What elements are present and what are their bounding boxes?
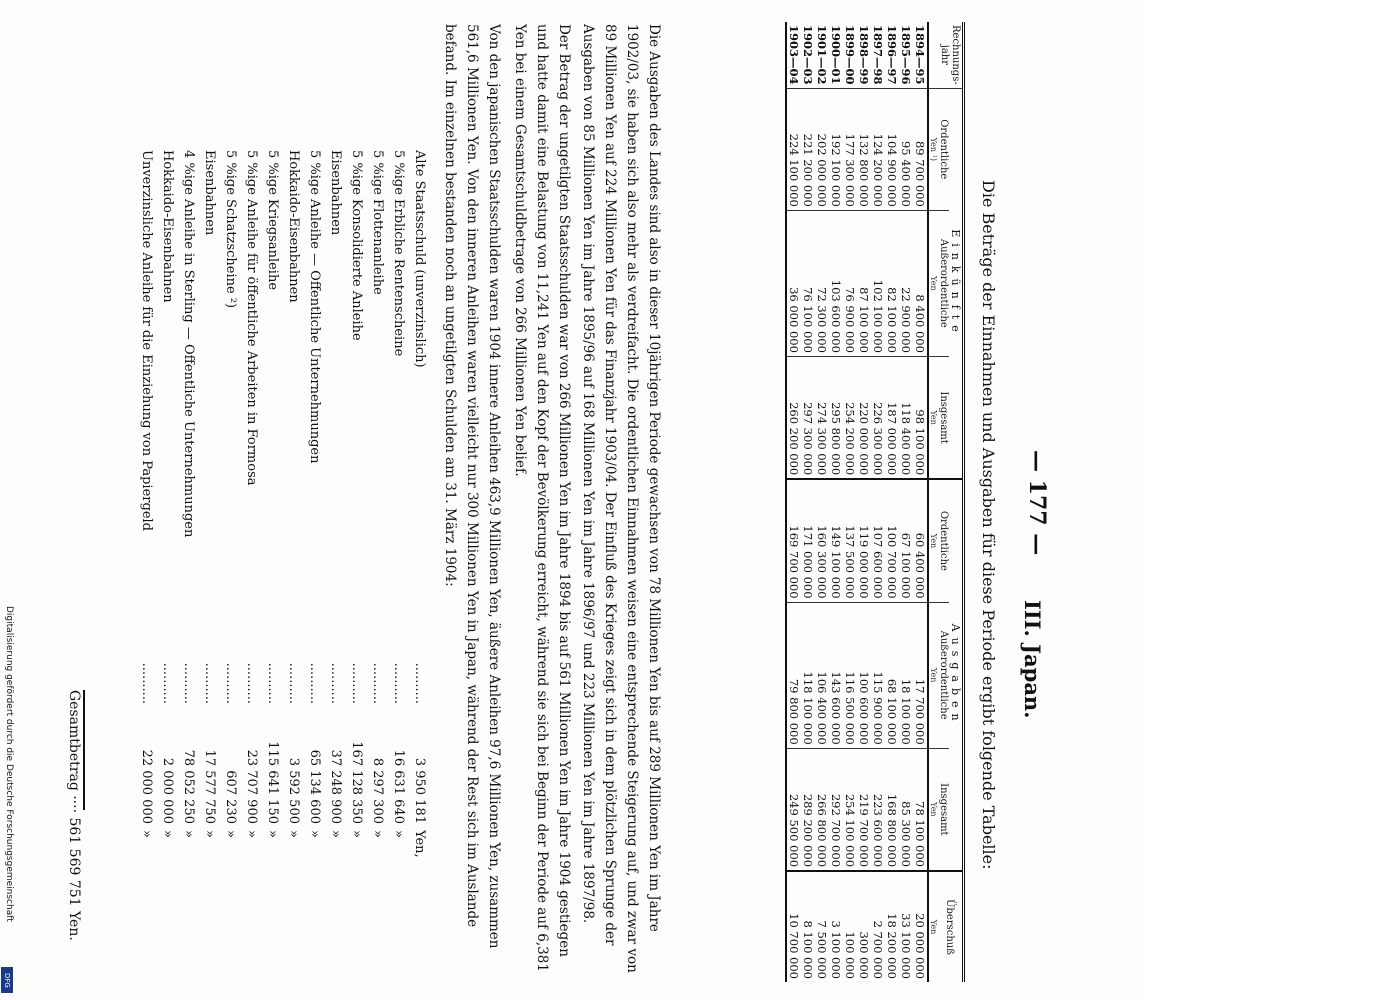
value-cell: 219 700 000: [857, 748, 871, 871]
value-cell: 3 100 000: [829, 871, 843, 982]
value-cell: 160 300 000: [815, 479, 829, 602]
expense-group-header: Ausgaben: [949, 479, 964, 871]
debt-item: [304, 150, 325, 870]
debt-label: 5 %ige Flottenanleihe: [370, 150, 385, 295]
leader-dots: ..........: [391, 662, 406, 704]
value-cell: 68 100 000: [885, 602, 899, 748]
debt-amount: 65 134 600: [307, 749, 322, 824]
value-cell: 7 500 000: [815, 871, 829, 982]
year-cell: 1900—01: [829, 25, 843, 85]
debt-unit: »: [370, 830, 385, 838]
debt-item: [367, 150, 388, 870]
value-cell: 76 900 000: [843, 210, 857, 356]
debt-label: Alte Staatsschuld (unverzinslich): [412, 150, 427, 368]
leader-dots: ..........: [202, 662, 217, 704]
debt-amount: 16 631 640: [391, 749, 406, 824]
debt-item: [262, 150, 283, 870]
debt-label: Hokkaido-Eisenbahnen: [160, 150, 175, 303]
unit-label: Yen: [928, 871, 938, 982]
value-cell: 89 700 000: [913, 88, 928, 210]
value-cell: 132 800 000: [857, 88, 871, 210]
value-cell: 221 200 000: [801, 88, 815, 210]
sub-header: Außerordentliche: [938, 210, 949, 356]
value-cell: 98 100 000: [913, 356, 928, 479]
value-cell: 17 700 000: [913, 602, 928, 748]
value-cell: 78 100 000: [913, 748, 928, 871]
value-cell: 295 800 000: [829, 356, 843, 479]
value-cell: 104 900 000: [885, 88, 899, 210]
value-cell: 274 300 000: [815, 356, 829, 479]
debt-item: [178, 150, 199, 870]
debt-unit: »: [244, 830, 259, 838]
debt-label: Eisenbahnen: [202, 150, 217, 236]
value-cell: 18 100 000: [899, 602, 913, 748]
year-cell: 1903—04: [787, 25, 801, 85]
debt-amount: 78 052 250: [181, 749, 196, 824]
debt-amount: 3 592 500: [286, 757, 301, 824]
debt-item: [241, 150, 262, 870]
value-cell: 8 400 000: [913, 210, 928, 356]
income-group-header: Einkünfte: [949, 88, 964, 479]
value-cell: 149 100 000: [829, 479, 843, 602]
debt-unit: »: [265, 830, 280, 838]
debt-item: [325, 150, 346, 870]
value-cell: 60 400 000: [913, 479, 928, 602]
debt-amount: 23 707 900: [244, 749, 259, 824]
debt-unit: »: [139, 830, 154, 838]
value-cell: 8 100 000: [801, 871, 815, 982]
debt-amount: 8 297 300: [370, 757, 385, 824]
total-unit: Yen.: [66, 911, 82, 941]
debt-label: 5 %ige Schatzscheine ²): [223, 150, 238, 309]
debt-label: 5 %ige Anleihe für öffentliche Arbeiten in Formosa: [244, 150, 259, 486]
sub-header: Insgesamt: [938, 748, 949, 871]
unit-label: Yen: [928, 356, 938, 479]
value-cell: 79 800 000: [786, 602, 801, 748]
table-row: [786, 22, 801, 982]
page-number: — 177 —: [1024, 450, 1050, 556]
paragraph-expenses: Die Ausgaben des Landes sind also in dieser 10jährigen Periode gewachsen von 78 Millionen Yen bis auf 289 Millionen Yen im Jahre 1902/03, sie haben sich also mehr als verdreifacht. Die ordentlichen Einnahmen weisen eine entsprechende Steigerung auf, und zwar von 89 Millionen Yen auf 224 Millionen Yen für das Finanzjahr 1903/04. Der Einfluß des Krieges zeigt sich in dem plötzlichen Sprunge der Ausgaben von 85 Millionen Yen im Jahre 1895/96 auf 168 Millionen Yen im Jahre 1896/97 und 223 Millionen Yen im Jahre 1897/98.: [580, 24, 662, 973]
debt-item: [157, 150, 178, 870]
leader-dots: ..........: [139, 662, 154, 704]
digitization-note: Digitalisierung gefördert durch die Deutsche Forschungsgemeinschaft: [4, 606, 14, 922]
finance-table: [785, 22, 965, 982]
leader-dots: ..........: [370, 662, 385, 704]
value-cell: 297 300 000: [801, 356, 815, 479]
debt-unit: »: [202, 830, 217, 838]
debt-item: [220, 150, 241, 870]
debt-unit: »: [223, 830, 238, 838]
value-cell: 202 000 000: [815, 88, 829, 210]
debt-amount: 3 950 181: [412, 757, 427, 824]
debt-amount: 17 577 750: [202, 749, 217, 824]
value-cell: 10 700 000: [786, 871, 801, 982]
value-cell: 254 200 000: [843, 356, 857, 479]
value-cell: 100 000: [843, 871, 857, 982]
value-cell: 223 600 000: [871, 748, 885, 871]
debt-unit: »: [349, 830, 364, 838]
value-cell: 177 300 000: [843, 88, 857, 210]
table-row: [871, 22, 885, 982]
debt-amount: 2 000 000: [160, 757, 175, 824]
leader-dots: ..........: [412, 662, 427, 704]
section-heading: III. Japan.: [1020, 600, 1045, 719]
dfg-logo: DFG: [1, 967, 13, 993]
value-cell: 254 100 000: [843, 748, 857, 871]
value-cell: 118 400 000: [899, 356, 913, 479]
debt-unit: »: [160, 830, 175, 838]
table-row: [913, 22, 928, 982]
table-row: [829, 22, 843, 982]
debt-item: [346, 150, 367, 870]
year-cell: 1896—97: [885, 25, 899, 85]
debt-amount: 37 248 900: [328, 749, 343, 824]
year-cell: 1901—02: [815, 25, 829, 85]
total-amount: 561 569 751: [66, 817, 82, 907]
sub-header: Ordentliche: [938, 88, 949, 210]
debt-amount: 167 128 350: [349, 741, 364, 824]
value-cell: 33 100 000: [899, 871, 913, 982]
table-row: [843, 22, 857, 982]
paragraph-debt-burden: Der Betrag der ungetilgten Staatsschulden war von 266 Millionen Yen im Jahre 1894 bis auf 561 Millionen Yen im Jahre 1904 gestiegen und hatte damit eine Belastung von 11,241 Yen auf den Kopf der Bevölkerung erreicht, während sie sich bei Beginn der Periode auf 6,381 Yen bei einem Gesamtschuldbetrage von 266 Millionen Yen belief.: [512, 24, 572, 972]
value-cell: 119 000 000: [857, 479, 871, 602]
value-cell: 289 200 000: [801, 748, 815, 871]
value-cell: 192 100 000: [829, 88, 843, 210]
value-cell: 169 700 000: [786, 479, 801, 602]
value-cell: 102 100 000: [871, 210, 885, 356]
surplus-header: Überschuß: [938, 871, 964, 982]
leader-dots: ..........: [307, 662, 322, 704]
debt-label: 4 %ige Anleihe in Sterling — Öffentliche Unternehmungen: [181, 150, 196, 538]
value-cell: 171 000 000: [801, 479, 815, 602]
debt-label: 5 %ige Kriegsanleihe: [265, 150, 280, 291]
leader-dots: ..........: [265, 662, 280, 704]
leader-dots: ..........: [244, 662, 259, 704]
debt-item: [136, 150, 157, 870]
debt-label: 5 %ige Konsolidierte Anleihe: [349, 150, 364, 341]
debt-item: [283, 150, 304, 870]
value-cell: 292 700 000: [829, 748, 843, 871]
debt-amount: 115 641 150: [265, 741, 280, 824]
unit-label: Yen: [928, 210, 938, 356]
value-cell: 115 900 000: [871, 602, 885, 748]
value-cell: 118 100 000: [801, 602, 815, 748]
value-cell: 168 800 000: [885, 748, 899, 871]
value-cell: 266 800 000: [815, 748, 829, 871]
table-row: [885, 22, 899, 982]
value-cell: 143 600 000: [829, 602, 843, 748]
value-cell: 260 200 000: [786, 356, 801, 479]
debt-item: [199, 150, 220, 870]
table-title: Die Beträge der Einnahmen und Ausgaben für diese Periode ergibt folgende Tabelle:: [979, 180, 998, 870]
unit-label: Yen ¹): [928, 88, 938, 210]
debt-amount: 22 000 000: [139, 749, 154, 824]
leader-dots: ..........: [286, 662, 301, 704]
value-cell: 2 700 000: [871, 871, 885, 982]
debt-item: [409, 150, 430, 870]
debt-amount: 607 230: [223, 770, 238, 824]
value-cell: 249 500 000: [786, 748, 801, 871]
value-cell: 100 600 000: [857, 602, 871, 748]
table-row: [857, 22, 871, 982]
value-cell: 85 300 000: [899, 748, 913, 871]
year-cell: 1895—96: [899, 25, 913, 85]
debt-list: [136, 150, 430, 870]
year-cell: 1899—00: [843, 25, 857, 85]
debt-label: Hokkaido-Eisenbahnen: [286, 150, 301, 303]
value-cell: 137 500 000: [843, 479, 857, 602]
value-cell: 18 200 000: [885, 871, 899, 982]
debt-unit: »: [328, 830, 343, 838]
table-row: [801, 22, 815, 982]
year-cell: 1898—99: [857, 25, 871, 85]
leader-dots: ..........: [181, 662, 196, 704]
value-cell: 95 400 000: [899, 88, 913, 210]
unit-label: Yen: [928, 748, 938, 871]
value-cell: 300 000: [857, 871, 871, 982]
value-cell: 82 100 000: [885, 210, 899, 356]
paragraph-debt-structure: Von den japanischen Staatsschulden waren 1904 innere Anleihen 463,9 Millionen Yen, äußere Anleihen 97,6 Millionen Yen, zusammen 561,6 Millionen Yen. Von den inneren Anleihen waren vielleicht nur 300 Millionen Yen in Japan, während der Rest sich im Auslande befand. Im einzelnen bestanden noch an ungetilgten Schulden am 31. März 1904:: [442, 24, 502, 949]
value-cell: 36 000 000: [786, 210, 801, 356]
sum-rule: [83, 690, 85, 810]
debt-unit: »: [307, 830, 322, 838]
sub-header: Ordentliche: [938, 479, 949, 602]
total-line: Gesamtbetrag ···· 561 569 751 Yen.: [66, 690, 82, 941]
sub-header: Insgesamt: [938, 356, 949, 479]
value-cell: 124 200 000: [871, 88, 885, 210]
unit-label: Yen: [928, 479, 938, 602]
value-cell: 72 300 000: [815, 210, 829, 356]
value-cell: 67 100 000: [899, 479, 913, 602]
debt-item: [388, 150, 409, 870]
value-cell: 103 600 000: [829, 210, 843, 356]
value-cell: 107 600 000: [871, 479, 885, 602]
value-cell: 224 100 000: [786, 88, 801, 210]
leader-dots: ..........: [223, 662, 238, 704]
leader-dots: ..........: [160, 662, 175, 704]
value-cell: 116 500 000: [843, 602, 857, 748]
debt-unit: »: [391, 830, 406, 838]
debt-label: Eisenbahnen: [328, 150, 343, 236]
table-row: [899, 22, 913, 982]
unit-label: Yen: [928, 602, 938, 748]
debt-label: 5 %ige Anleihe — Öffentliche Unternehmungen: [307, 150, 322, 464]
year-cell: 1902—03: [801, 25, 815, 85]
value-cell: 187 000 000: [885, 356, 899, 479]
value-cell: 76 100 000: [801, 210, 815, 356]
value-cell: 220 000 000: [857, 356, 871, 479]
value-cell: 226 300 000: [871, 356, 885, 479]
leader-dots: ..........: [349, 662, 364, 704]
value-cell: 87 100 000: [857, 210, 871, 356]
leader-dots: ..........: [328, 662, 343, 704]
value-cell: 20 000 000: [913, 871, 928, 982]
year-cell: 1897—98: [871, 25, 885, 85]
debt-label: 5 %ige Erbliche Rentenscheine: [391, 150, 406, 357]
value-cell: 106 400 000: [815, 602, 829, 748]
debt-unit: »: [181, 830, 196, 838]
value-cell: 100 700 000: [885, 479, 899, 602]
debt-unit: Yen,: [412, 830, 427, 858]
debt-label: Unverzinsliche Anleihe für die Einziehung von Papiergeld: [139, 150, 154, 531]
debt-unit: »: [286, 830, 301, 838]
value-cell: 22 900 000: [899, 210, 913, 356]
year-cell: 1894—95: [913, 25, 927, 85]
sub-header: Außerordentliche: [938, 602, 949, 748]
total-label: Gesamtbetrag: [66, 690, 82, 791]
year-header: Rechnungs-jahr: [939, 25, 961, 85]
table-row: [815, 22, 829, 982]
